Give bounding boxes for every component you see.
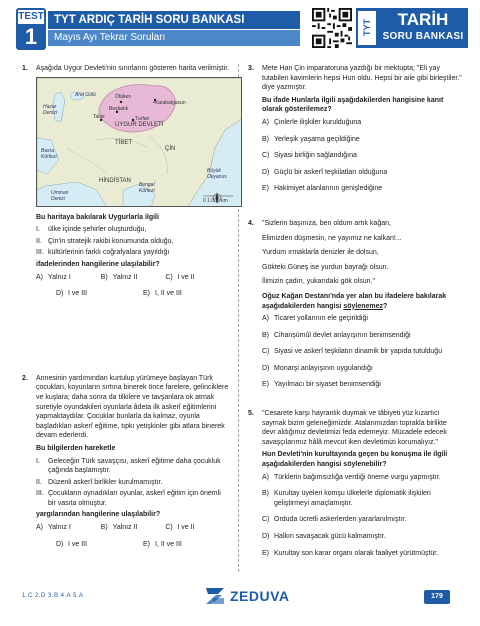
map-label-otuken: Ötüken	[115, 93, 132, 100]
question-lead: Bu bilgilerden hareketle	[36, 444, 116, 452]
question-3	[248, 64, 462, 194]
map-label-bengal: Bengal Körfezi	[139, 181, 155, 194]
uygur-map	[36, 77, 242, 207]
page-number: 179	[424, 590, 450, 604]
statement-1: I. ülke içinde şehirler oluşturduğu,	[36, 226, 147, 234]
option-d[interactable]: D) I ve III	[56, 540, 88, 548]
verse-line-4: Gökteki Güneş ise yurdun bayrağı olsun.	[262, 263, 389, 271]
map-label-pasifik: Büyük Okyanus	[207, 167, 227, 180]
question-number: 5.	[248, 410, 254, 418]
page-footer	[0, 582, 480, 612]
question-number: 4.	[248, 219, 254, 227]
map-label-talas: Talas	[93, 113, 105, 120]
question-1	[22, 64, 230, 299]
option-a[interactable]: A) Çinlerle ilişkiler kurulduğuna	[262, 118, 362, 126]
map-label-tibet: TİBET	[115, 139, 133, 146]
question-5	[248, 409, 462, 558]
question-prompt: Bu ifade Hunlarla ilgili aşağıdakilerden hangisine kanıt olarak gösterilemez?	[262, 96, 444, 114]
question-prompt: yargılarından hangilerine ulaşılabilir?	[36, 511, 161, 519]
zeduva-logo-icon	[204, 586, 226, 606]
question-stem: "Cesarete karşı hayranlık duymak ve tâbiyeti yüz kızartıcı saymak bizim geleneğimizdir. Atalarımızdan toprakla birlikte devr aldığımız devletimizi feda edemeyiz. Mücadele edecek savaşçılarımız hâlâ mevcut iken devletimizi korumalıyız."	[262, 410, 447, 446]
question-prompt: Oğuz Kağan Destanı'nda yer alan bu ifadelere bakılarak aşağıdakilerden hangisi söylenemez?	[262, 292, 447, 310]
option-a[interactable]: A) Yalnız I	[36, 273, 71, 281]
question-number: 1.	[22, 65, 28, 72]
options-row-1	[36, 273, 230, 283]
map-label-hazar: Hazar Denizi	[43, 103, 57, 116]
question-stem: Mete Han Çin imparatoruna yazdığı bir mektupta; "Eli yay tutabilen kavimlerin hepsi Hun oldu. Hepsi bir aile gibi birleştiler." diye yazmıştır.	[262, 65, 462, 92]
question-stem: Aşağıda Uygur Devleti'nin sınırlarını gösteren harita verilmiştir.	[36, 65, 230, 72]
option-d[interactable]: D) Güçlü bir askerî teşkilatları olduğuna	[262, 168, 388, 176]
map-scale: 0 1.000 km	[203, 197, 228, 204]
publisher-name: ZEDUVA	[230, 588, 290, 604]
option-a[interactable]: A) Türklerin bağımsızlığa verdiği öneme vurgu yapmıştır.	[262, 473, 441, 481]
option-b[interactable]: B) Yalnız II	[100, 273, 138, 281]
option-b[interactable]: B) Cihanşümûl devlet anlayışının benimsendiği	[262, 331, 411, 339]
map-label-uygur: UYGUR DEVLETİ	[115, 121, 164, 128]
question-stem: Annesinin yardımından kurtulup yürümeye başlayan Türk çocukları, koyunların sırtına binerek önce farelere, gelinciklere ve kuşlara; daha sonra da tilkilere ve tavşanlara ok atmak suretiyle oyundakileri oyunlarla âdeta ilk askerî eğitimlerini yapmaktaydılar. Çocuklar bunlarla da kalmaz, oyunla başladıkları askerî eğitime, tıpkı yetişkinler gibi atlara binerek devam ederlerdi.	[36, 374, 229, 440]
verse-line-5: İlimizin çadırı, yukarıdaki gök olsun."	[262, 278, 375, 286]
statement-3: III. Çocukların oynadıkları oyunlar, askerî eğitim için önemli bir vasıta olmuştur.	[36, 490, 221, 507]
brand-subtitle: SORU BANKASI	[382, 31, 464, 42]
verse-line-2: Elimizden düşmesin, ne yayımız ne kalkan!...	[262, 234, 402, 242]
option-e[interactable]: E) Hakimiyet alanlarının genişlediğine	[262, 185, 383, 193]
brand-block	[356, 8, 468, 48]
test-badge	[16, 8, 46, 50]
qr-code-icon[interactable]	[312, 8, 352, 48]
option-d[interactable]: D) I ve III	[56, 290, 88, 298]
question-2	[22, 374, 230, 550]
map-label-turfan: Turfan	[135, 115, 150, 122]
brand-tyt: TYT	[358, 11, 376, 45]
option-c[interactable]: C) Siyasi ve askerî teşkilatın dinamik bir yapıda tutulduğu	[262, 348, 443, 356]
question-4	[248, 219, 462, 390]
answer-key: 1.C 2.D 3.B 4.A 5.A	[22, 593, 84, 599]
question-number: 3.	[248, 65, 254, 72]
option-c[interactable]: C) I ve II	[165, 273, 195, 281]
option-e[interactable]: E) I, II ve III	[143, 540, 182, 548]
bank-title: TYT ARDIÇ TARİH SORU BANKASI	[48, 11, 300, 29]
question-lead: Bu haritaya bakılarak Uygurlarla ilgili	[36, 213, 159, 221]
test-number: 1	[18, 24, 44, 49]
test-label: TEST	[18, 11, 44, 22]
option-c[interactable]: C) I ve II	[165, 524, 195, 532]
map-label-beshbalik: Beşbalık	[109, 105, 129, 112]
option-a[interactable]: A) Yalnız I	[36, 524, 71, 532]
left-column	[22, 64, 230, 556]
option-c[interactable]: C) Orduda ücretli askerlerden yararlanılmıştır.	[262, 516, 407, 524]
question-prompt: ifadelerinden hangilerine ulaşılabilir?	[36, 260, 160, 268]
map-label-umman: Umman Denizi	[51, 189, 69, 202]
right-column	[248, 64, 462, 565]
statement-2: II. Düzenli askerî birlikler kurulmamıştır.	[36, 478, 163, 486]
statement-1: I. Geleceğin Türk savaşçısı, askerî eğitime daha çocukluk çağında başlamıştır.	[36, 457, 221, 475]
map-label-arel: Arel Gölü	[75, 91, 96, 98]
brand-title: TARİH	[397, 10, 449, 29]
option-d[interactable]: D) Monarşi anlayışının uygulandığı	[262, 364, 373, 372]
question-number: 2.	[22, 374, 28, 382]
test-subtitle: Mayıs Ayı Tekrar Soruları	[48, 30, 300, 46]
map-label-cin: ÇİN	[165, 145, 176, 152]
page-header	[12, 8, 468, 58]
option-e[interactable]: E) Yayılmacı bir siyaset benimsendiği	[262, 381, 381, 389]
verse-line-1: "Sizlerin başınıza, ben oldum artık kağan,	[262, 219, 391, 227]
map-label-karabalgasun: •Karabalgasun	[153, 99, 186, 106]
option-d[interactable]: D) Halkın savaşacak gücü kalmamıştır.	[262, 533, 386, 540]
option-e[interactable]: E) Kurultay son karar organı olarak faaliyet yürütmüştür.	[262, 549, 439, 557]
map-label-basra: Basra Körfezi	[41, 147, 57, 160]
option-b[interactable]: B) Yerleşik yaşama geçildiğine	[262, 135, 360, 143]
publisher-logo	[204, 585, 290, 607]
verse-line-3: Yurdum ırmaklarla denizler ile dolsun,	[262, 249, 379, 257]
option-b[interactable]: B) Kurultay üyeleri komşu ülkelerle diplomatik ilişkileri geliştirmeyi amaçlamıştır.	[262, 490, 431, 507]
options-row-1	[36, 523, 230, 533]
options-row-2	[36, 540, 230, 550]
statement-3: III. kültürlerinin farklı coğrafyalara yayıldığı	[36, 249, 170, 257]
statement-2: II. Çin'in stratejik rakibi konumunda olduğu,	[36, 237, 174, 245]
options-row-2	[36, 289, 230, 299]
option-b[interactable]: B) Yalnız II	[100, 524, 138, 532]
question-prompt: Hun Devleti'nin kurultayında geçen bu konuşma ile ilgili aşağıdakilerden hangisi söylenebilir?	[262, 451, 448, 469]
option-a[interactable]: A) Ticaret yollarının ele geçirildiği	[262, 315, 368, 323]
map-label-hindistan: HİNDİSTAN	[99, 177, 131, 184]
negation-keyword: söylenemez	[343, 302, 383, 310]
option-c[interactable]: C) Siyasi birliğin sağlandığına	[262, 152, 357, 160]
option-e[interactable]: E) I, II ve III	[143, 290, 182, 298]
